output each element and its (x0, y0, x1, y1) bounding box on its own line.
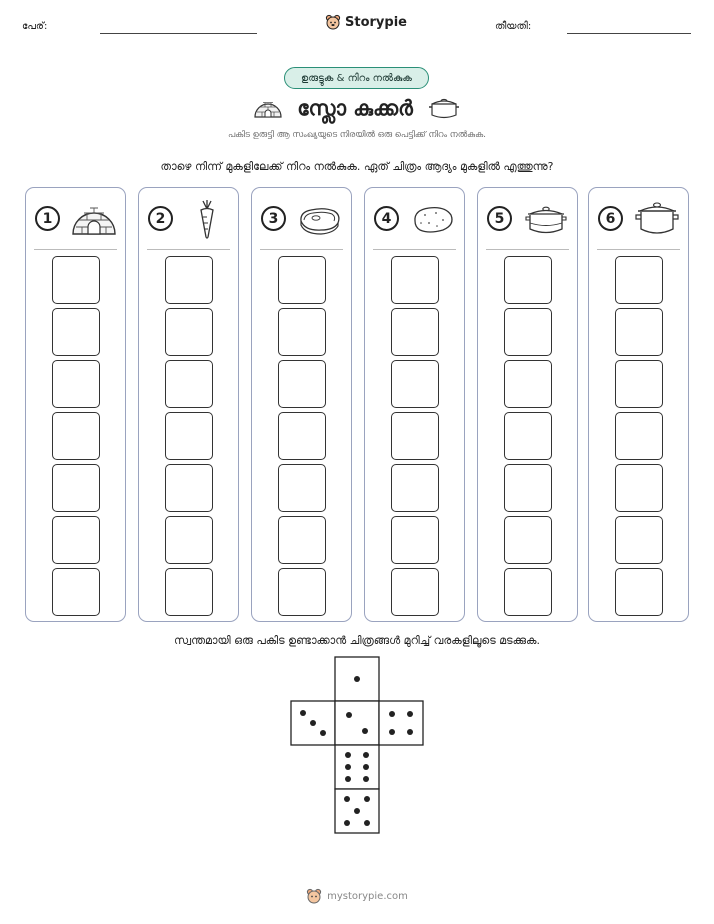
igloo-icon (70, 201, 118, 237)
color-box[interactable] (165, 516, 213, 564)
die-pip (389, 729, 395, 735)
color-box[interactable] (615, 360, 663, 408)
color-box[interactable] (391, 360, 439, 408)
color-box[interactable] (278, 360, 326, 408)
color-box[interactable] (504, 568, 552, 616)
dice-column-3 (251, 187, 352, 622)
color-box[interactable] (504, 412, 552, 460)
die-pip (407, 711, 413, 717)
date-field[interactable] (567, 33, 691, 34)
color-box[interactable] (278, 412, 326, 460)
die-pip (354, 808, 360, 814)
column-number: 2 (148, 206, 173, 231)
cooking-pot-icon (633, 198, 681, 238)
dice-column-4 (364, 187, 465, 622)
die-pip (345, 764, 351, 770)
color-box[interactable] (391, 568, 439, 616)
subtitle: പകിട ഉരുട്ടി ആ സംഖ്യയുടെ നിരയിൽ ഒരു പെട്ടിക്ക് നിറം നൽകുക. (228, 130, 486, 140)
color-box[interactable] (615, 464, 663, 512)
color-box[interactable] (504, 464, 552, 512)
igloo-icon (253, 97, 283, 119)
color-box[interactable] (391, 464, 439, 512)
column-divider (34, 249, 117, 250)
color-box[interactable] (165, 464, 213, 512)
column-divider (260, 249, 343, 250)
potato-icon (409, 201, 457, 237)
die-pip (364, 820, 370, 826)
die-pip (407, 729, 413, 735)
die-pip (310, 720, 316, 726)
color-box[interactable] (52, 516, 100, 564)
color-box[interactable] (615, 256, 663, 304)
die-pip (320, 730, 326, 736)
column-divider (147, 249, 230, 250)
color-box[interactable] (391, 516, 439, 564)
color-box[interactable] (504, 360, 552, 408)
die-pip (363, 752, 369, 758)
color-box[interactable] (391, 412, 439, 460)
dice-column-1 (25, 187, 126, 622)
color-box[interactable] (165, 412, 213, 460)
die-pip (345, 752, 351, 758)
color-box[interactable] (278, 464, 326, 512)
footer-url[interactable]: mystorypie.com (327, 890, 408, 902)
color-box[interactable] (278, 568, 326, 616)
die-pip (363, 764, 369, 770)
die-face-lower (335, 745, 379, 789)
color-box[interactable] (278, 308, 326, 356)
name-label: പേര്: (22, 21, 48, 32)
column-number: 6 (598, 206, 623, 231)
color-box[interactable] (52, 256, 100, 304)
color-box[interactable] (165, 360, 213, 408)
die-pip (354, 676, 360, 682)
activity-badge: ഉരുട്ടുക & നിറം നൽകുക (284, 67, 429, 89)
die-pip (363, 776, 369, 782)
color-box[interactable] (615, 516, 663, 564)
color-box[interactable] (504, 516, 552, 564)
die-pip (344, 796, 350, 802)
title-row (0, 93, 714, 123)
dice-column-2 (138, 187, 239, 622)
color-box[interactable] (615, 412, 663, 460)
color-box[interactable] (504, 256, 552, 304)
color-box[interactable] (615, 568, 663, 616)
die-pip (345, 776, 351, 782)
dice-instruction: സ്വന്തമായി ഒരു പകിട ഉണ്ടാക്കാൻ ചിത്രങ്ങൾ മുറിച്ച് വരകളിലൂടെ മടക്കുക. (174, 634, 540, 647)
die-pip (346, 712, 352, 718)
die-face-center (335, 701, 379, 745)
carrot-icon (183, 199, 231, 239)
brand-logo (325, 14, 407, 30)
color-box[interactable] (165, 308, 213, 356)
die-pip (362, 728, 368, 734)
column-number: 1 (35, 206, 60, 231)
dice-column-5 (477, 187, 578, 622)
color-box[interactable] (52, 308, 100, 356)
color-box[interactable] (615, 308, 663, 356)
color-box[interactable] (52, 568, 100, 616)
cooking-pot-icon (427, 95, 461, 121)
column-divider (373, 249, 456, 250)
die-face-right (379, 701, 423, 745)
die-pip (364, 796, 370, 802)
die-pip (389, 711, 395, 717)
instruction: താഴെ നിന്ന് മുകളിലേക്ക് നിറം നൽകുക. ഏത് ചിത്രം ആദ്യം മുകളിൽ എത്തുന്നു? (160, 160, 554, 173)
column-number: 5 (487, 206, 512, 231)
brand-name: Storypie (345, 14, 407, 30)
storypie-mascot-icon (306, 888, 322, 904)
color-box[interactable] (391, 256, 439, 304)
footer (0, 888, 714, 904)
color-box[interactable] (278, 516, 326, 564)
column-number: 3 (261, 206, 286, 231)
dice-column-6 (588, 187, 689, 622)
date-label: തീയതി: (495, 21, 532, 32)
page-title: സ്ലോ കുക്കർ (297, 95, 413, 120)
color-box[interactable] (391, 308, 439, 356)
color-box[interactable] (165, 568, 213, 616)
column-number: 4 (374, 206, 399, 231)
steak-icon (296, 201, 344, 237)
color-box[interactable] (278, 256, 326, 304)
color-box[interactable] (504, 308, 552, 356)
die-pip (344, 820, 350, 826)
column-divider (486, 249, 569, 250)
color-box[interactable] (52, 464, 100, 512)
die-pip (300, 710, 306, 716)
color-box[interactable] (52, 360, 100, 408)
column-divider (597, 249, 680, 250)
storypie-mascot-icon (325, 14, 341, 30)
name-field[interactable] (100, 33, 257, 34)
color-box[interactable] (52, 412, 100, 460)
color-box[interactable] (165, 256, 213, 304)
dice-net (290, 656, 426, 836)
slow-cooker-icon (522, 201, 570, 237)
